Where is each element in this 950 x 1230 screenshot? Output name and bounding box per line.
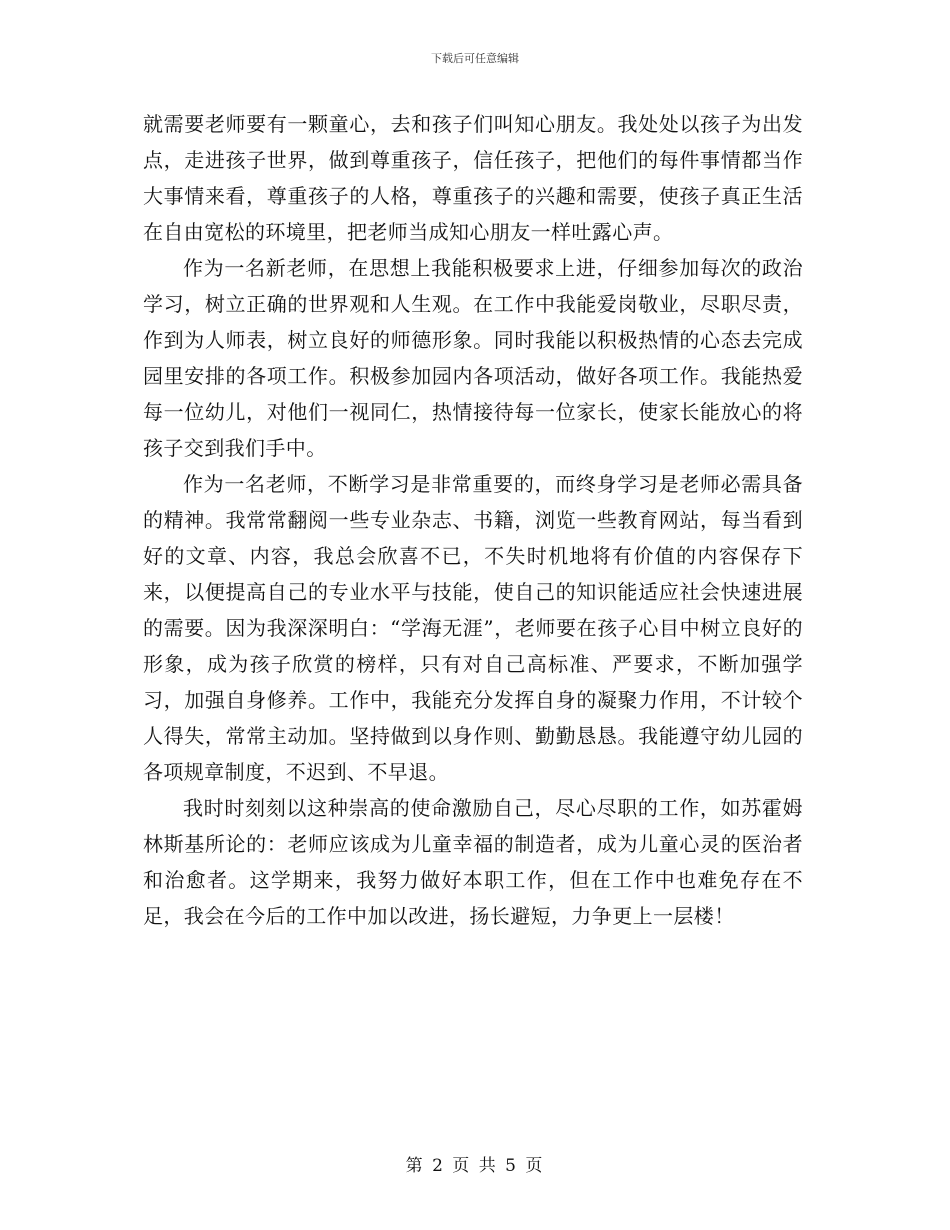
paragraph-1: 就需要老师要有一颗童心，去和孩子们叫知心朋友。我处处以孩子为出发点，走进孩子世界，做到尊重孩子，信任孩子，把他们的每件事情都当作大事情来看，尊重孩子的人格，尊重孩子的兴趣和需要，使孩子真正生活在自由宽松的环境里，把老师当成知心朋友一样吐露心声。	[143, 112, 803, 244]
document-body	[143, 106, 803, 934]
page-header: 下载后可任意编辑	[431, 52, 519, 65]
paragraph-2: 作为一名新老师，在思想上我能积极要求上进，仔细参加每次的政治学习，树立正确的世界观和人生观。在工作中我能爱岗敬业，尽职尽责，作到为人师表，树立良好的师德形象。同时我能以积极热情的心态去完成园里安排的各项工作。积极参加园内各项活动，做好各项工作。我能热爱每一位幼儿，对他们一视同仁，热情接待每一位家长，使家长能放心的将孩子交到我们手中。	[143, 256, 803, 460]
page-number: 第 2 页 共 5 页	[405, 1156, 545, 1176]
paragraph-4: 我时时刻刻以这种崇高的使命激励自己，尽心尽职的工作，如苏霍姆林斯基所论的：老师应该成为儿童幸福的制造者，成为儿童心灵的医治者和治愈者。这学期来，我努力做好本职工作，但在工作中也难免存在不足，我会在今后的工作中加以改进，扬长避短，力争更上一层楼！	[143, 796, 803, 928]
paragraph-3: 作为一名老师，不断学习是非常重要的，而终身学习是老师必需具备的精神。我常常翻阅一些专业杂志、书籍，浏览一些教育网站，每当看到好的文章、内容，我总会欣喜不已，不失时机地将有价值的内容保存下来，以便提高自己的专业水平与技能，使自己的知识能适应社会快速进展的需要。因为我深深明白：“学海无涯”，老师要在孩子心目中树立良好的形象，成为孩子欣赏的榜样，只有对自己高标准、严要求，不断加强学习，加强自身修养。工作中，我能充分发挥自身的凝聚力作用，不计较个人得失，常常主动加。坚持做到以身作则、勤勤恳恳。我能遵守幼儿园的各项规章制度，不迟到、不早退。	[143, 472, 803, 784]
